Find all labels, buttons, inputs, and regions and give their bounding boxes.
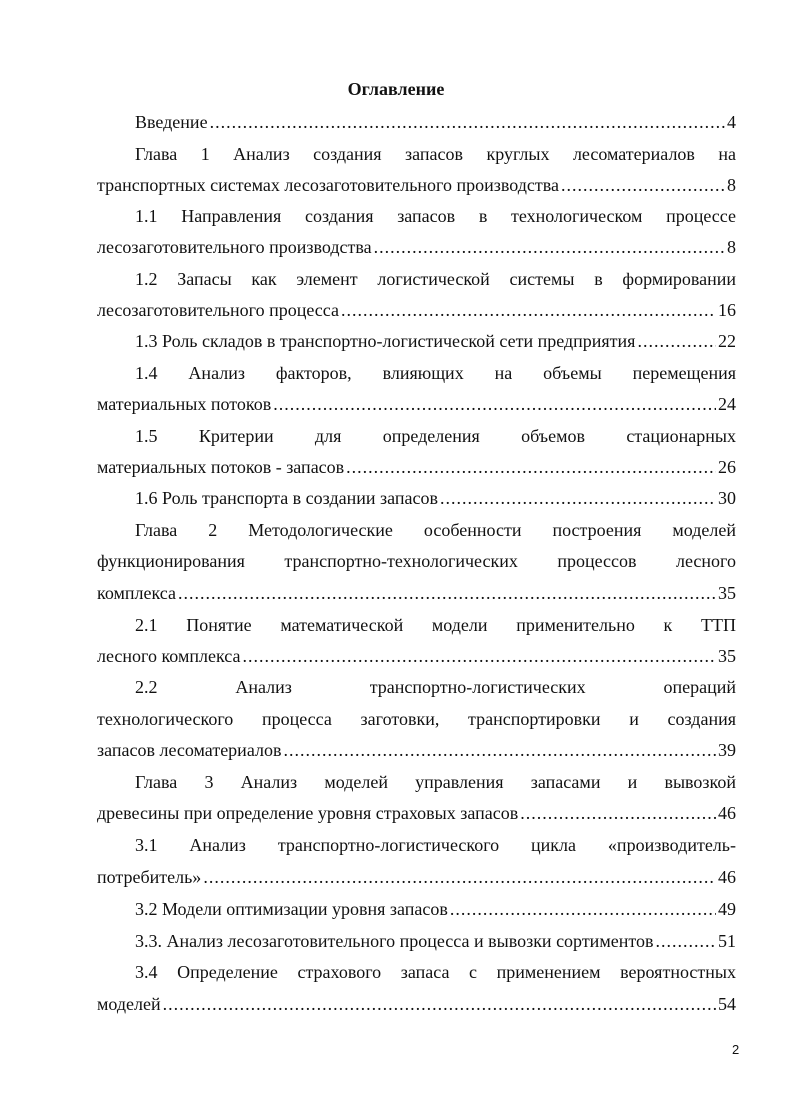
toc-entry-line: 1.1 Направления создания запасов в технологическом процессе <box>135 206 736 226</box>
toc-entry <box>97 582 736 604</box>
toc-page-number: 24 <box>718 394 736 414</box>
toc-heading: Оглавление <box>347 79 445 99</box>
toc-page-number: 16 <box>718 300 736 320</box>
toc-leader <box>637 330 716 352</box>
toc-leader <box>346 456 716 478</box>
toc-entry <box>97 111 736 133</box>
toc-entry-title: лесного комплекса <box>97 646 241 666</box>
toc-page-number: 46 <box>718 867 736 887</box>
toc-entry <box>97 645 736 667</box>
toc-entry-title: транспортных системах лесозаготовительного производства <box>97 175 559 195</box>
toc-entry-line: 2.2 Анализ транспортно-логистических операций <box>135 677 736 697</box>
toc-entry <box>97 299 736 321</box>
toc-leader <box>450 898 716 920</box>
toc-entry-line: функционирования транспортно-технологических процессов лесного <box>97 551 736 571</box>
toc-leader <box>520 802 716 824</box>
toc-leader <box>273 393 716 415</box>
toc-entry-line: 1.4 Анализ факторов, влияющих на объемы перемещения <box>135 363 736 383</box>
toc-leader <box>203 866 716 888</box>
toc-leader <box>440 487 716 509</box>
toc-entry-title: запасов лесоматериалов <box>97 740 282 760</box>
toc-page-number: 35 <box>718 646 736 666</box>
toc-leader <box>341 299 716 321</box>
toc-leader <box>242 645 716 667</box>
toc-entry <box>97 993 736 1015</box>
toc-entry-line: технологического процесса заготовки, транспортировки и создания <box>97 709 736 729</box>
toc-page-number: 8 <box>727 237 736 257</box>
toc-entry-title: 3.2 Модели оптимизации уровня запасов <box>135 899 448 919</box>
toc-entry-line: 1.5 Критерии для определения объемов стационарных <box>135 426 736 446</box>
toc-entry <box>97 898 736 920</box>
toc-entry-line: 3.1 Анализ транспортно-логистического цикла «производитель- <box>135 835 736 855</box>
toc-entry-title: лесозаготовительного производства <box>97 237 372 257</box>
toc-page-number: 39 <box>718 740 736 760</box>
toc-page-number: 46 <box>718 803 736 823</box>
toc-entry-title: потребитель» <box>97 867 202 887</box>
toc-page-number: 4 <box>727 112 736 132</box>
toc-entry-line: 2.1 Понятие математической модели применительно к ТТП <box>135 615 736 635</box>
toc-entry <box>97 866 736 888</box>
toc-leader <box>210 111 725 133</box>
toc-entry-line: Глава 1 Анализ создания запасов круглых лесоматериалов на <box>135 144 736 164</box>
toc-leader <box>561 174 725 196</box>
toc-entry-line: 1.2 Запасы как элемент логистической системы в формировании <box>135 269 736 289</box>
toc-entry-title: материальных потоков - запасов <box>97 457 345 477</box>
toc-entry <box>97 739 736 761</box>
toc-entry-title: моделей <box>97 994 161 1014</box>
toc-entry-title: лесозаготовительного процесса <box>97 300 339 320</box>
toc-page-number: 26 <box>718 457 736 477</box>
page-number: 2 <box>732 1042 740 1057</box>
toc-entry <box>97 802 736 824</box>
toc-page-number: 35 <box>718 583 736 603</box>
toc-page-number: 49 <box>718 899 736 919</box>
toc-entry-title: 1.3 Роль складов в транспортно-логистической сети предприятия <box>135 331 636 351</box>
toc-entry <box>97 930 736 952</box>
toc-leader <box>655 930 716 952</box>
toc-entry <box>97 330 736 352</box>
toc-entry-line: Глава 2 Методологические особенности построения моделей <box>135 520 736 540</box>
toc-page-number: 22 <box>718 331 736 351</box>
toc-entry <box>97 393 736 415</box>
toc-page-number: 8 <box>727 175 736 195</box>
toc-entry-title: 1.6 Роль транспорта в создании запасов <box>135 488 438 508</box>
toc-entry-title: Введение <box>135 112 208 132</box>
toc-page-number: 54 <box>718 994 736 1014</box>
toc-leader <box>374 236 725 258</box>
toc-page-number: 51 <box>718 931 736 951</box>
toc-leader <box>178 582 716 604</box>
toc-entry-title: материальных потоков <box>97 394 272 414</box>
toc-page-number: 30 <box>718 488 736 508</box>
toc-entry-title: древесины при определение уровня страховых запасов <box>97 803 519 823</box>
toc-leader <box>163 993 716 1015</box>
toc-leader <box>283 739 716 761</box>
toc-entry <box>97 174 736 196</box>
toc-entry <box>97 487 736 509</box>
toc-entry-title: 3.3. Анализ лесозаготовительного процесса и вывозки сортиментов <box>135 931 654 951</box>
toc-entry-title: комплекса <box>97 583 176 603</box>
toc-entry-line: Глава 3 Анализ моделей управления запасами и вывозкой <box>135 772 736 792</box>
toc-entry <box>97 456 736 478</box>
toc-entry-line: 3.4 Определение страхового запаса с применением вероятностных <box>135 962 736 982</box>
toc-entry <box>97 236 736 258</box>
